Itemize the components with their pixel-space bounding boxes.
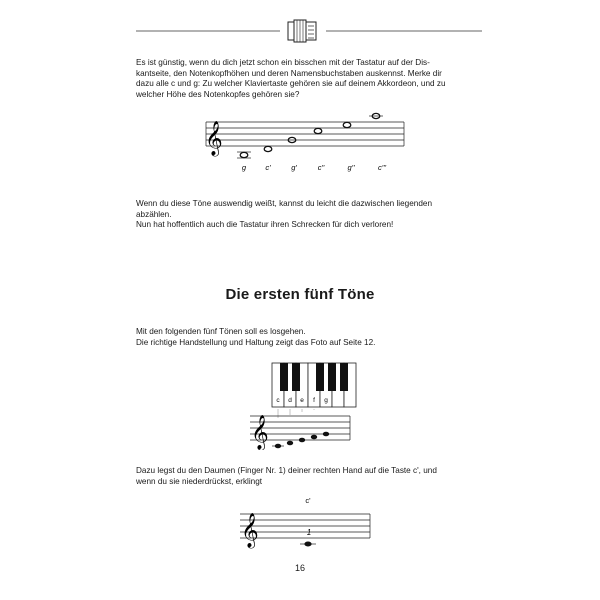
key-label: e — [300, 397, 304, 404]
guide-lines — [278, 409, 314, 418]
whole-note — [343, 122, 351, 127]
key-label: d — [288, 397, 292, 404]
note-label: g — [241, 163, 247, 172]
accordion-icon — [288, 20, 316, 42]
start-line: Mit den folgenden fünf Tönen soll es losgehen. — [136, 327, 306, 336]
treble-clef-icon: 𝄞 — [205, 122, 223, 155]
staff-c-note — [0, 492, 600, 556]
piano-keyboard — [272, 363, 356, 407]
filled-note — [323, 432, 329, 437]
whole-note — [314, 128, 322, 133]
intro-line: kantseite, den Notenkopfhöhen und deren Namensbuchstaben auskennst. Merke dir — [136, 68, 442, 78]
page-number: 16 — [294, 563, 305, 573]
memo-paragraph — [136, 199, 482, 231]
black-key — [292, 363, 300, 391]
intro-line: Es ist günstig, wenn du dich jetzt schon ein bisschen mit der Tastatur auf der Dis- — [136, 58, 430, 67]
note-label: c' — [265, 163, 271, 172]
thumb-line: Dazu legst du den Daumen (Finger Nr. 1) deiner rechten Hand auf die Taste c', und — [136, 466, 437, 475]
memo-line: Wenn du diese Töne auswendig weißt, kannst du leicht die dazwischen liegenden — [136, 199, 433, 208]
whole-note — [264, 146, 272, 151]
black-key — [328, 363, 336, 391]
memo-line: Nun hat hoffentlich auch die Tastatur ihren Schrecken für dich verloren! — [136, 220, 394, 230]
key-label: g — [324, 397, 328, 404]
black-key — [280, 363, 288, 391]
start-paragraph — [136, 327, 482, 348]
filled-note — [275, 444, 281, 449]
staff-lines — [206, 122, 404, 146]
intro-line: dazu alle c und g: Zu welcher Klaviertaste gehören sie auf deinem Akkordeon, und zu — [136, 79, 446, 89]
treble-clef-icon: 𝄞 — [251, 416, 269, 449]
keyboard-diagram — [0, 360, 600, 450]
note-label: c' — [305, 496, 311, 505]
finger-number: 1 — [306, 528, 312, 537]
staff-c-g-notes — [0, 110, 600, 180]
filled-note — [299, 438, 305, 443]
intro-line: welcher Höhe des Notenkopfes gehören sie? — [136, 89, 300, 99]
filled-note — [311, 435, 317, 440]
header-ornament — [0, 0, 600, 48]
note-label: c'' — [317, 163, 325, 172]
note-label: g' — [291, 163, 297, 172]
staff-lines — [240, 514, 370, 538]
key-label: f — [313, 397, 315, 404]
thumb-paragraph — [136, 466, 482, 487]
black-key — [340, 363, 348, 391]
note-label: g'' — [347, 163, 355, 172]
key-label: c — [276, 397, 280, 404]
intro-paragraph — [136, 58, 482, 100]
filled-note — [304, 542, 311, 547]
filled-note — [287, 441, 293, 446]
note-label: c''' — [377, 163, 387, 172]
memo-line: abzählen. — [136, 209, 172, 219]
thumb-line: wenn du sie niederdrückst, erklingt — [136, 476, 263, 486]
whole-note — [240, 152, 248, 157]
treble-clef-icon: 𝄞 — [241, 514, 259, 547]
section-title: Die ersten fünf Töne — [225, 286, 375, 303]
black-key — [316, 363, 324, 391]
start-line: Die richtige Handstellung und Haltung zeigt das Foto auf Seite 12. — [136, 337, 376, 347]
